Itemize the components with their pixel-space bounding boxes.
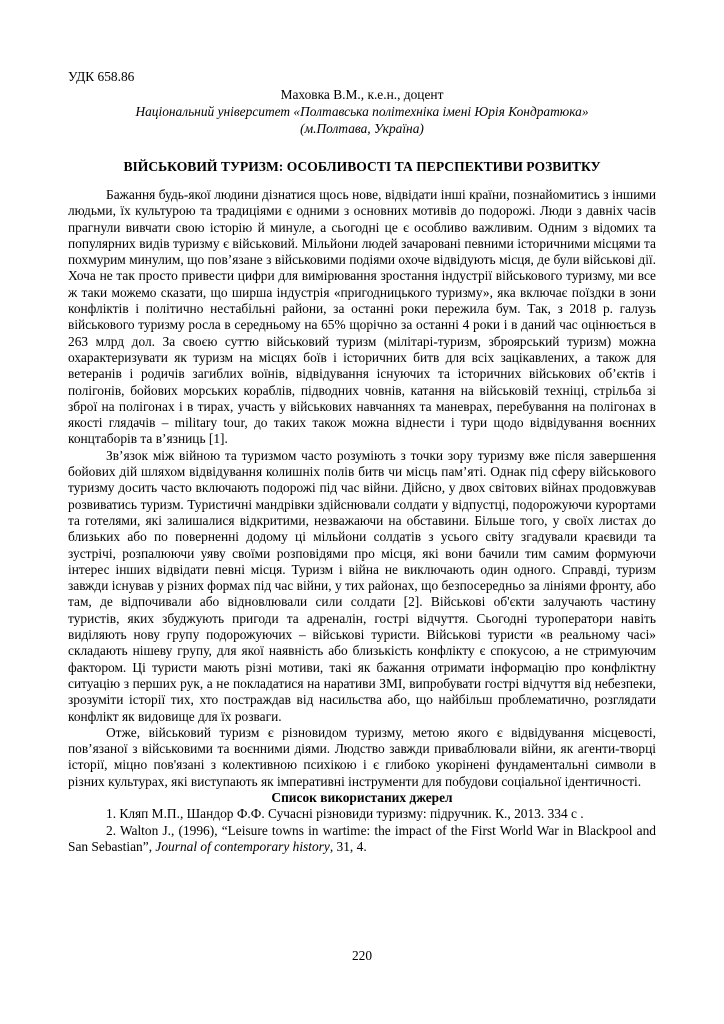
- udk-code: УДК 658.86: [68, 69, 135, 84]
- paper-title: ВІЙСЬКОВИЙ ТУРИЗМ: ОСОБЛИВОСТІ ТА ПЕРСПЕКТИВИ РОЗВИТКУ: [123, 159, 601, 174]
- body-paragraph-1: Бажання будь-якої людини дізнатися щось нове, відвідати інші країни, познайомитись з іншими людьми, їх культурою та традиціями є одними з основних мотивів до подорожі. Люди з давніх часів прагнули вивчати свою історію й минуле, а сьогодні це є особливо важливим. Одним з відомих та популярних видів туризму є військовий. Мільйони людей зачаровані певними історичними місцями та похмурим минулим, що пов’язане з військовими подіями охоче відвідують місця, де були військові дії. Хоча не так просто привести цифри для вимірювання зростання індустрії військового туризму, ми все ж таки можемо сказати, що ширша індустрія «пригодницького туризму», яка включає поїздки в зони конфліктів і політично нестабільні райони, за останні роки пережила бум. Так, з 2018 р. галузь військового туризму росла в середньому на 65% щорічно за останні 4 роки і в даний час оцінюється в 263 млрд дол. За своєю суттю військовий туризм (мілітарі-туризм, зброярський туризм) можна охарактеризувати як туризм на місцях боїв і історичних битв для всіх зацікавлених, а також для ветеранів і родичів загиблих воїнів, відвідування існуючих та історичних військових об’єктів і полігонів, бойових морських кораблів, підводних човнів, катання на військовій техніці, стрільба зі зброї на полігонах і в тирах, участь у військових навчаннях та маневрах, перебування на полігонах в якості глядачів – military tour, до таких також можна віднести і тури щодо відвідування воєнних концтаборів та в’язниць [1].: [68, 187, 656, 447]
- references-title: Список використаних джерел: [271, 789, 453, 805]
- reference-journal: Journal of contemporary history: [155, 838, 330, 854]
- paper-page: [68, 68, 656, 855]
- affiliation: Національний університет «Полтавська політехніка імені Юрія Кондратюка»: [135, 104, 589, 119]
- author-line: Маховка В.М., к.е.н., доцент: [280, 87, 444, 102]
- reference-item-2: [68, 823, 656, 856]
- location: (м.Полтава, Україна): [300, 121, 424, 136]
- body-paragraph-2: Зв’язок між війною та туризмом часто розуміють з точки зору туризму вже після завершення бойових дій шляхом відвідування колишніх полів битв чи місць пам’яті. Однак під сферу військового туризму досить часто включають подорожі під час війни. Дійсно, у двох світових війнах продовжував розвиватись туризм. Туристичні мандрівки здійснювали солдати у відпустці, подорожуючи курортами та готелями, які залишалися відкритими, незважаючи на обставини. Більше того, у своїх листах до близьких або по поверненні додому ці мільйони солдатів з усього світу згадували краєвиди та зустрічі, розпалюючи уяву своїми розповідями про місця, які вони бачили тим самим формуючи інтерес інших відвідати певні місця. Туризм і війна не виключають один одного. Справді, туризм завжди існував у різних формах під час війни, у тих районах, що безпосередньо за лініями фронту, або там, де відпочивали або відновлювали сили солдати [2]. Військові об'єкти залучають частину туристів, яких збуджують пригоди та адреналін, гострі відчуття. Сьогодні туроператори навіть виділяють нову групу подорожуючих – військові туристи. Військові туристи «в реальному часі» складають нішеву групу, для якої наявність або близькість конфлікту є спокусою, а не стримуючим фактором. Ці туристи мають різні мотиви, такі як бажання отримати інформацію про конфліктну ситуацію з перших рук, а не покладатися на наративи ЗМІ, випробувати гострі відчуття від небезпеки, зрозуміти історії тих, хто постраждав від насильства або, що найбільш проблематично, розглядати конфлікт як видовище для їх розваги.: [68, 447, 656, 724]
- reference-text-before: 2. Walton J., (1996), “Leisure towns in wartime: the impact of the First World War in Blackpool and San Sebastian”,: [68, 822, 656, 854]
- page-number: 220: [351, 948, 373, 963]
- reference-text-after: , 31, 4.: [329, 838, 367, 854]
- body-paragraph-3: Отже, військовий туризм є різновидом туризму, метою якого є відвідування місцевості, пов’язаної з військовими та воєнними діями. Людство завжди приваблювали війни, як агенти-творці історії, міцно пов'язані з колективною психікою і є глибоко укорінені фундаментальні символи в різних культурах, які виступають як імперативні інструменти для побудови соціальної ідентичності.: [68, 724, 656, 789]
- reference-item-1: 1. Кляп М.П., Шандор Ф.Ф. Сучасні різновиди туризму: підручник. К., 2013. 334 с .: [106, 806, 584, 822]
